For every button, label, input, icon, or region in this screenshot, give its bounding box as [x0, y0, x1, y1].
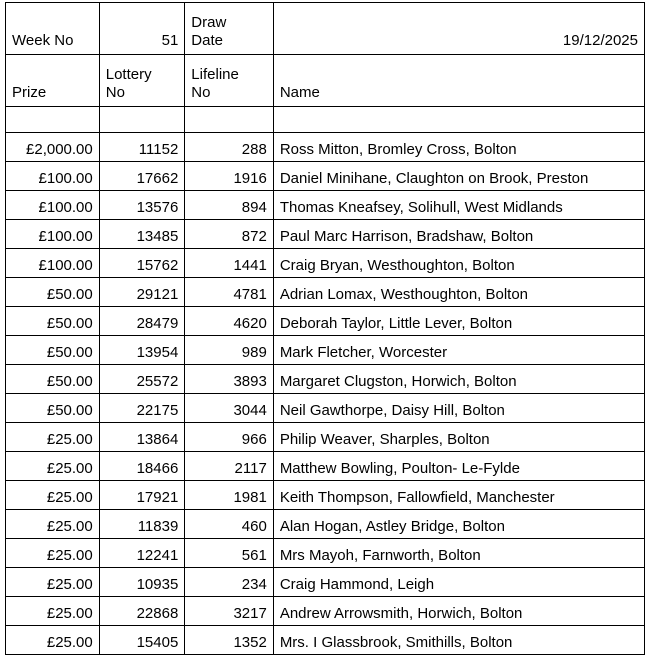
lottery-no-cell: 13485 [99, 220, 185, 249]
blank-row [6, 107, 645, 133]
lottery-no-cell: 13954 [99, 336, 185, 365]
lottery-results-table [5, 2, 645, 655]
col-header-lifeline [185, 55, 274, 107]
lottery-no-cell: 17662 [99, 162, 185, 191]
blank-cell [185, 107, 274, 133]
table-row [6, 133, 645, 162]
lifeline-no-cell: 1916 [185, 162, 274, 191]
table-row [6, 539, 645, 568]
prize-cell: £50.00 [6, 278, 100, 307]
name-cell: Margaret Clugston, Horwich, Bolton [273, 365, 644, 394]
prize-cell: £100.00 [6, 249, 100, 278]
lottery-no-cell: 22175 [99, 394, 185, 423]
table-row [6, 626, 645, 655]
table-row [6, 278, 645, 307]
prize-cell: £100.00 [6, 220, 100, 249]
prize-cell: £50.00 [6, 365, 100, 394]
table-row [6, 510, 645, 539]
name-cell: Keith Thompson, Fallowfield, Manchester [273, 481, 644, 510]
name-cell: Mark Fletcher, Worcester [273, 336, 644, 365]
prize-cell: £50.00 [6, 336, 100, 365]
blank-cell [99, 107, 185, 133]
draw-date-label [185, 3, 274, 55]
table-row [6, 568, 645, 597]
lottery-no-cell: 12241 [99, 539, 185, 568]
week-value: 51 [99, 3, 185, 55]
blank-cell [273, 107, 644, 133]
prize-cell: £25.00 [6, 481, 100, 510]
blank-cell [6, 107, 100, 133]
prize-cell: £100.00 [6, 191, 100, 220]
name-cell: Mrs Mayoh, Farnworth, Bolton [273, 539, 644, 568]
draw-date-label-line2: Date [191, 32, 223, 49]
table-row [6, 249, 645, 278]
lottery-no-cell: 11152 [99, 133, 185, 162]
lifeline-no-cell: 288 [185, 133, 274, 162]
lottery-no-cell: 22868 [99, 597, 185, 626]
draw-date-value: 19/12/2025 [273, 3, 644, 55]
table-row [6, 162, 645, 191]
name-cell: Paul Marc Harrison, Bradshaw, Bolton [273, 220, 644, 249]
table-row [6, 452, 645, 481]
name-cell: Alan Hogan, Astley Bridge, Bolton [273, 510, 644, 539]
col-header-lottery-line2: No [105, 84, 125, 101]
lifeline-no-cell: 872 [185, 220, 274, 249]
col-header-lottery-line1: Lottery [105, 66, 152, 83]
lifeline-no-cell: 989 [185, 336, 274, 365]
prize-cell: £25.00 [6, 626, 100, 655]
table-row [6, 597, 645, 626]
prize-cell: £50.00 [6, 394, 100, 423]
col-header-lifeline-line2: No [191, 84, 211, 101]
name-cell: Andrew Arrowsmith, Horwich, Bolton [273, 597, 644, 626]
lifeline-no-cell: 3893 [185, 365, 274, 394]
prize-cell: £25.00 [6, 568, 100, 597]
lottery-no-cell: 11839 [99, 510, 185, 539]
prize-cell: £2,000.00 [6, 133, 100, 162]
lottery-no-cell: 17921 [99, 481, 185, 510]
prize-cell: £25.00 [6, 423, 100, 452]
name-cell: Craig Bryan, Westhoughton, Bolton [273, 249, 644, 278]
prize-cell: £50.00 [6, 307, 100, 336]
lifeline-no-cell: 1441 [185, 249, 274, 278]
col-header-lifeline-line1: Lifeline [191, 66, 239, 83]
lifeline-no-cell: 460 [185, 510, 274, 539]
lottery-no-cell: 13576 [99, 191, 185, 220]
lifeline-no-cell: 3044 [185, 394, 274, 423]
lifeline-no-cell: 4781 [185, 278, 274, 307]
col-header-name: Name [273, 55, 644, 107]
table-row [6, 423, 645, 452]
prize-cell: £25.00 [6, 539, 100, 568]
table-row [6, 307, 645, 336]
name-cell: Neil Gawthorpe, Daisy Hill, Bolton [273, 394, 644, 423]
draw-date-label-line1: Draw [191, 14, 227, 31]
lottery-no-cell: 29121 [99, 278, 185, 307]
name-cell: Ross Mitton, Bromley Cross, Bolton [273, 133, 644, 162]
name-cell: Adrian Lomax, Westhoughton, Bolton [273, 278, 644, 307]
lifeline-no-cell: 234 [185, 568, 274, 597]
name-cell: Craig Hammond, Leigh [273, 568, 644, 597]
lottery-no-cell: 15405 [99, 626, 185, 655]
prize-cell: £25.00 [6, 510, 100, 539]
lifeline-no-cell: 966 [185, 423, 274, 452]
name-cell: Deborah Taylor, Little Lever, Bolton [273, 307, 644, 336]
header-row-columns [6, 55, 645, 107]
table-row [6, 220, 645, 249]
lifeline-no-cell: 3217 [185, 597, 274, 626]
name-cell: Daniel Minihane, Claughton on Brook, Preston [273, 162, 644, 191]
table-row [6, 336, 645, 365]
name-cell: Philip Weaver, Sharples, Bolton [273, 423, 644, 452]
lottery-no-cell: 18466 [99, 452, 185, 481]
lottery-no-cell: 13864 [99, 423, 185, 452]
week-label: Week No [6, 3, 100, 55]
table-row [6, 365, 645, 394]
lifeline-no-cell: 894 [185, 191, 274, 220]
name-cell: Thomas Kneafsey, Solihull, West Midlands [273, 191, 644, 220]
lottery-no-cell: 25572 [99, 365, 185, 394]
prize-cell: £100.00 [6, 162, 100, 191]
table-row [6, 394, 645, 423]
col-header-prize: Prize [6, 55, 100, 107]
name-cell: Mrs. I Glassbrook, Smithills, Bolton [273, 626, 644, 655]
lottery-no-cell: 28479 [99, 307, 185, 336]
name-cell: Matthew Bowling, Poulton- Le-Fylde [273, 452, 644, 481]
lifeline-no-cell: 2117 [185, 452, 274, 481]
lottery-no-cell: 10935 [99, 568, 185, 597]
header-row-week [6, 3, 645, 55]
table-row [6, 481, 645, 510]
prize-cell: £25.00 [6, 452, 100, 481]
lifeline-no-cell: 4620 [185, 307, 274, 336]
col-header-lottery [99, 55, 185, 107]
lottery-no-cell: 15762 [99, 249, 185, 278]
prize-cell: £25.00 [6, 597, 100, 626]
table-row [6, 191, 645, 220]
lifeline-no-cell: 561 [185, 539, 274, 568]
lifeline-no-cell: 1352 [185, 626, 274, 655]
lifeline-no-cell: 1981 [185, 481, 274, 510]
table-body [6, 3, 645, 655]
